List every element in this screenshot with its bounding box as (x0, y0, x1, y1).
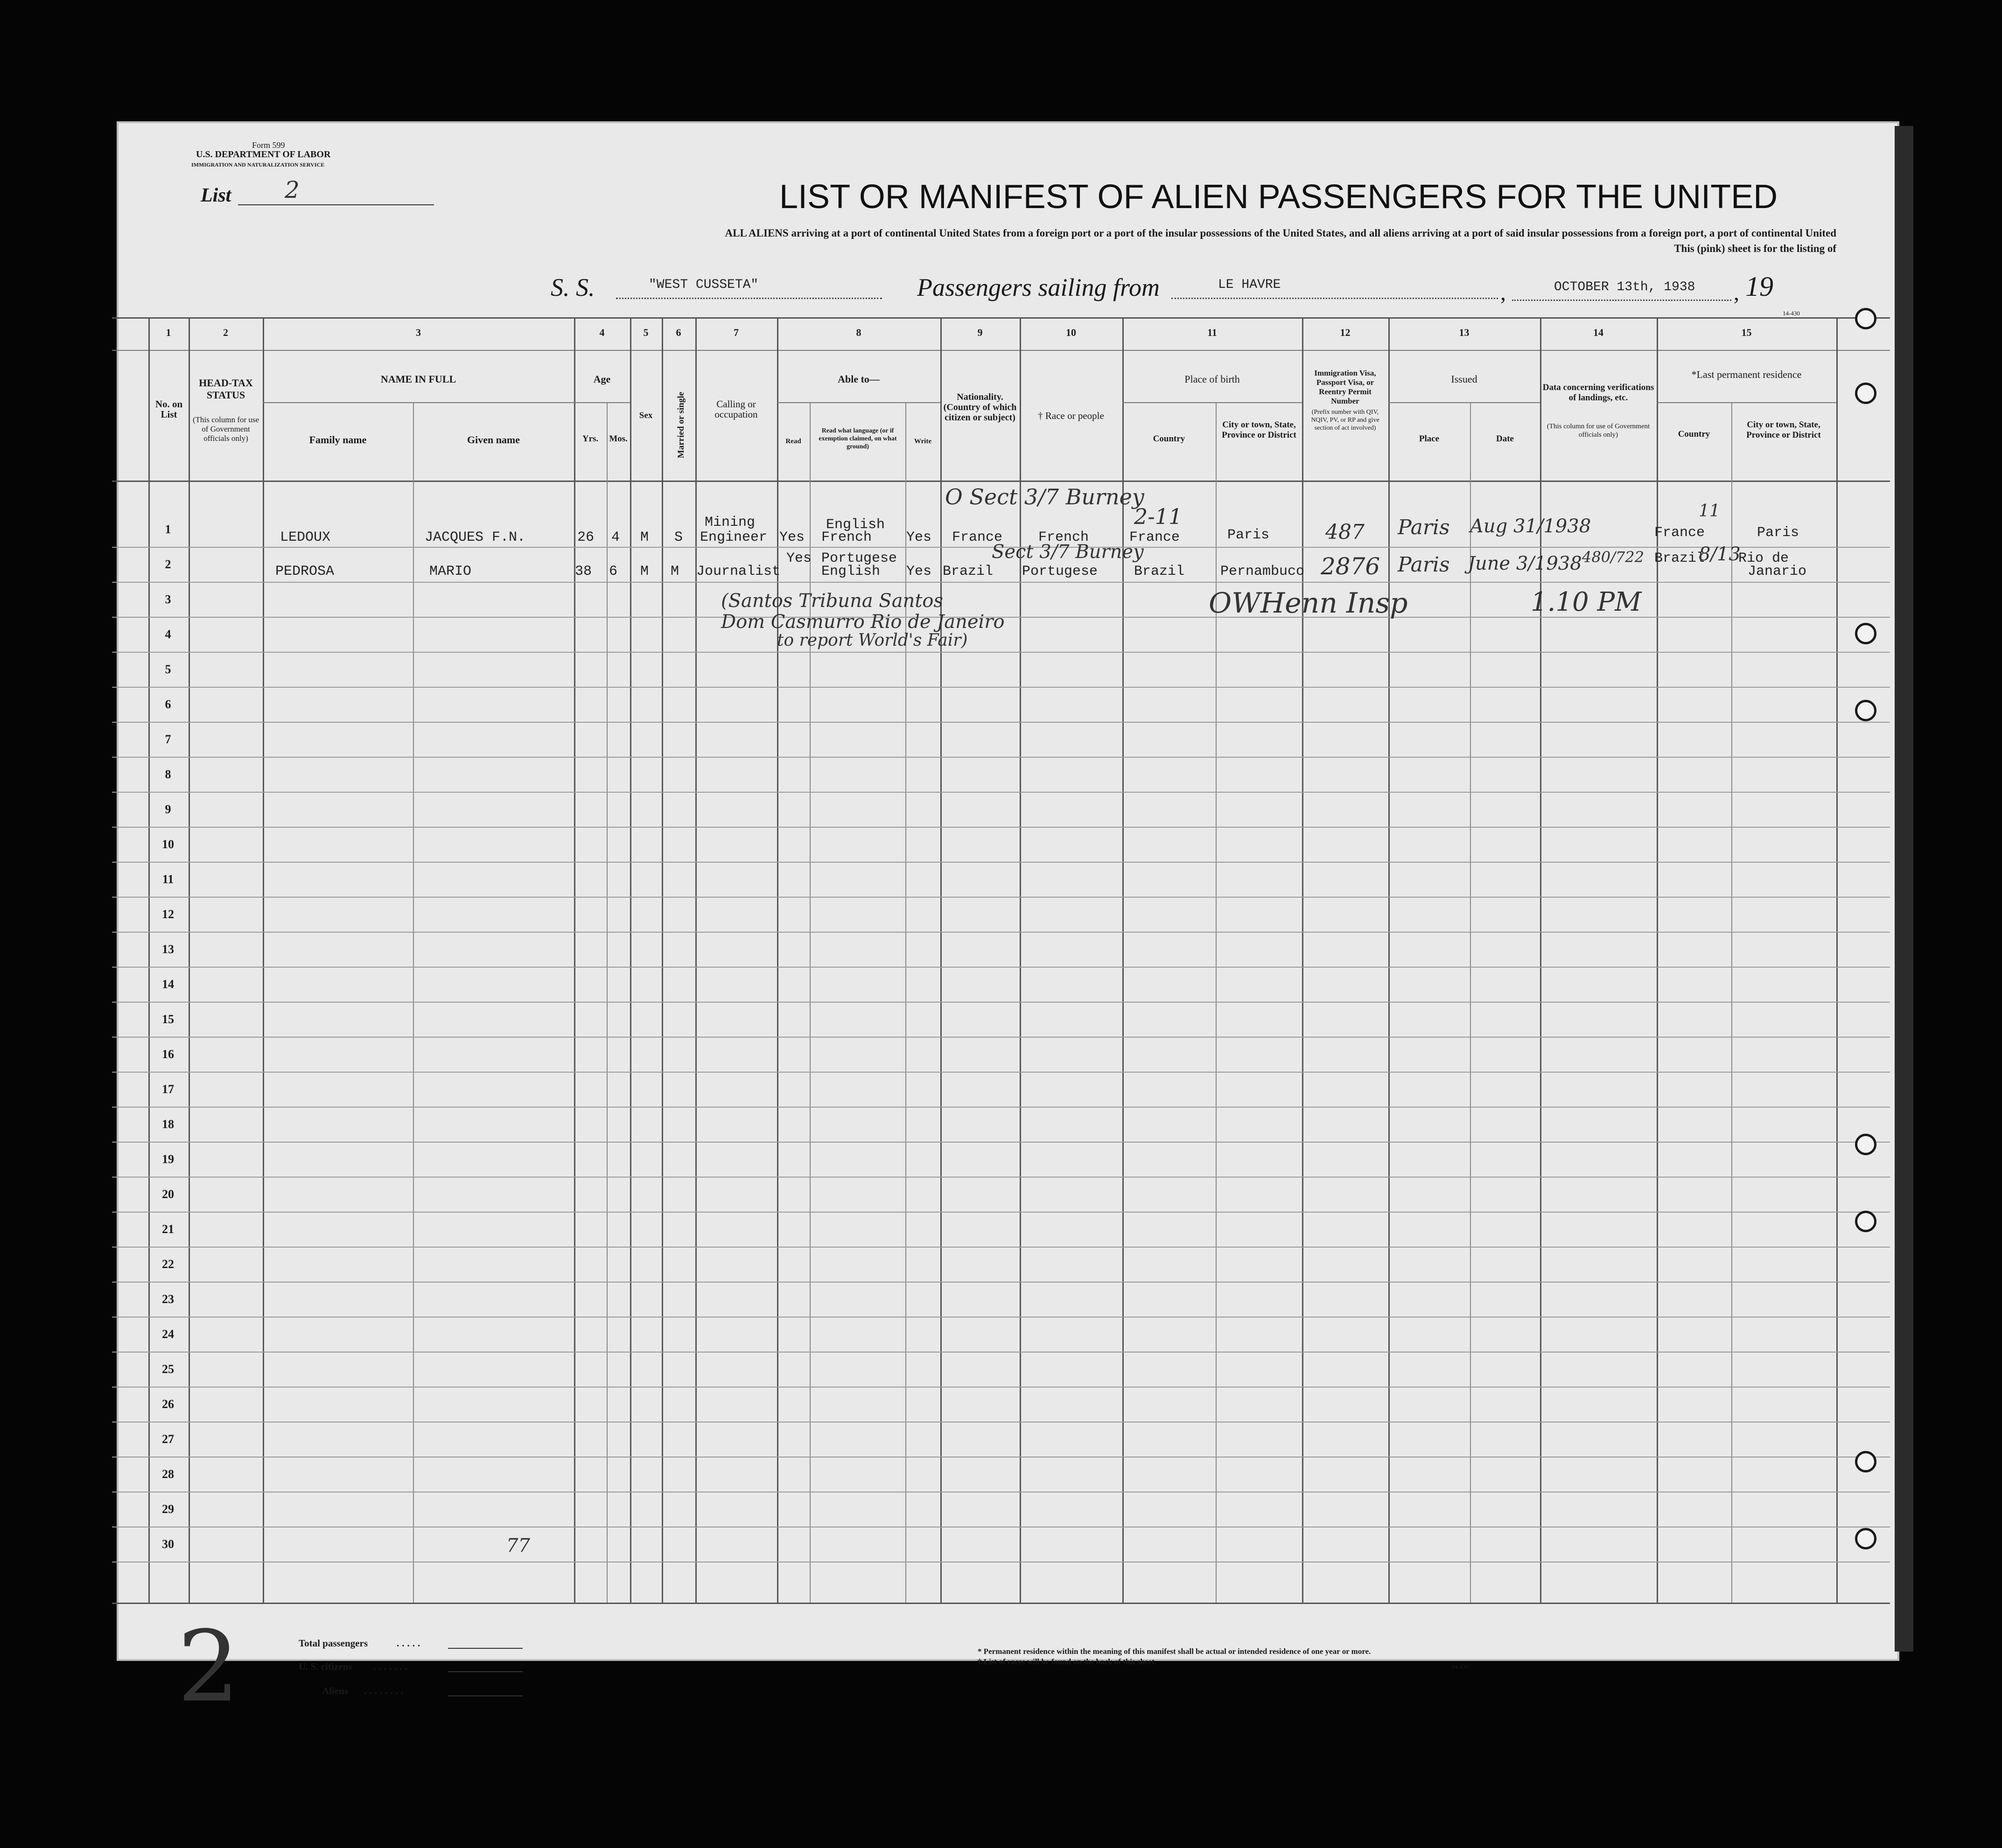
col-number: 4 (599, 327, 605, 338)
row-number: 5 (165, 662, 171, 676)
p2-res-city-2: Janario (1748, 564, 1807, 579)
annotation-row2-residence: 8/13 (1699, 544, 1741, 565)
row-number: 1 (165, 523, 171, 536)
p1-visa: 487 (1325, 520, 1365, 544)
col-number: 5 (643, 327, 649, 338)
header-write: Write (914, 438, 932, 445)
subtitle-line2: This (pink) sheet is for the listing of (1674, 243, 1836, 254)
list-underline (238, 204, 434, 205)
p1-calling-2: Engineer (700, 530, 768, 545)
header-able-to: Able to— (838, 373, 880, 385)
p2-write: Yes (906, 564, 932, 579)
p1-yrs: 26 (577, 530, 595, 545)
col-number: 1 (166, 327, 171, 338)
row-number: 20 (162, 1187, 174, 1201)
row-number: 21 (162, 1222, 174, 1236)
header-read: Read (785, 438, 801, 445)
col-line (1388, 317, 1390, 1603)
p1-sex: M (640, 530, 649, 545)
p2-pob-country: Brazil (1134, 564, 1185, 579)
header-married: Married or single (676, 391, 686, 459)
col-number: 14 (1593, 327, 1603, 338)
col-line (1836, 317, 1838, 1603)
row-line (112, 1142, 1890, 1143)
inspector-signature: OWHenn Insp (1209, 587, 1408, 620)
header-verifications: Data concerning verifications of landings, etc. (1542, 383, 1654, 403)
row-number: 12 (162, 907, 174, 921)
p2-visa: 2876 (1321, 553, 1380, 580)
p2-mos: 6 (609, 564, 618, 579)
row-line (112, 1247, 1890, 1248)
header-bottom-border (112, 481, 1890, 482)
p1-race: French (1038, 530, 1089, 545)
p1-family-name: LEDOUX (280, 530, 331, 545)
row-line (112, 582, 1890, 583)
p2-family-name: PEDROSA (275, 564, 335, 579)
header-read-language: Read what language (or if exemption claimed, on what ground) (819, 427, 897, 450)
row-number: 30 (162, 1537, 174, 1551)
row-number: 7 (165, 732, 171, 746)
footer-dots: ..... (397, 1638, 423, 1649)
ss-label: S. S. (551, 273, 595, 301)
row-number: 15 (162, 1012, 174, 1026)
footer-aliens: Aliens (322, 1685, 349, 1696)
row-number: 16 (162, 1047, 174, 1061)
p2-yrs: 38 (575, 564, 592, 579)
header-visa-note: (Prefix number with QIV, NQIV, PV, or RP and give section of act involved) (1311, 409, 1379, 432)
comma-separator-2: , (1734, 280, 1739, 305)
row-line (112, 1212, 1890, 1213)
comma-separator: , (1500, 280, 1506, 305)
aliens-line (448, 1695, 523, 1696)
footer-dots: ....... (373, 1661, 410, 1672)
col-line (1122, 317, 1124, 1603)
header-verifications-note: (This column for use of Government officials only) (1547, 423, 1650, 439)
col-line (630, 317, 631, 1603)
col-number: 15 (1741, 327, 1752, 338)
row-number: 18 (162, 1117, 174, 1131)
binder-hole (1855, 1528, 1876, 1549)
header-head-tax-note: (This column for use of Government officials only) (192, 415, 259, 443)
header-race: † Race or people (1038, 410, 1104, 421)
annotation-bottom-mark: 77 (506, 1535, 530, 1556)
header-family-name: Family name (309, 434, 367, 446)
inspection-time: 1.10 PM (1531, 587, 1642, 617)
col-line (1302, 317, 1303, 1603)
annotation-big-number: 2 (177, 1610, 240, 1724)
p2-lang-1: Portugese (821, 551, 897, 566)
col-number: 13 (1459, 327, 1470, 338)
p2-verification: 480/722 (1582, 548, 1644, 566)
header-yrs: Yrs. (582, 434, 599, 444)
header-issued-date: Date (1496, 434, 1514, 444)
total-passengers-line (448, 1648, 523, 1649)
header-given-name: Given name (467, 434, 520, 446)
p1-issued-date: Aug 31/1938 (1470, 516, 1591, 537)
row-line (112, 652, 1890, 653)
list-value: 2 (285, 176, 300, 203)
row-line (112, 932, 1890, 933)
date-underline (1512, 300, 1731, 301)
col-number: 10 (1066, 327, 1076, 338)
p2-nationality: Brazil (943, 564, 994, 579)
binder-hole (1855, 383, 1876, 404)
annotation-calling-row4b: to report World's Fair) (777, 631, 968, 650)
manifest-sheet (117, 121, 1899, 1661)
row-number: 24 (162, 1327, 174, 1341)
footer-form-code: 14-430 (1451, 1663, 1469, 1670)
departure-port: LE HAVRE (1218, 278, 1281, 292)
footer-note-races: † List of races will be found on the back of this sheet. (978, 1657, 1156, 1666)
p1-lang-2: French (821, 530, 872, 545)
header-res-city: City or town, State, Province or District (1746, 420, 1821, 440)
binder-hole (1855, 623, 1876, 644)
department: U.S. DEPARTMENT OF LABOR (196, 149, 331, 160)
row-line (112, 722, 1890, 723)
p2-calling: Journalist (696, 564, 781, 579)
p2-sex: M (640, 564, 649, 579)
row-line (112, 897, 1890, 898)
p1-calling-1: Mining (705, 515, 756, 530)
header-age: Age (593, 373, 611, 385)
binder-hole (1855, 1451, 1876, 1472)
annotation-row2-nationality: Sect 3/7 Burney (992, 541, 1144, 563)
header-last-residence: *Last permanent residence (1691, 369, 1802, 380)
subtitle-line1: ALL ALIENS arriving at a port of continental United States from a foreign port or a port of the insular possessions of the United States, and all aliens arriving at a port of said insular possessions from a foreign port, a port of continental United (725, 227, 1836, 239)
row-number: 23 (162, 1292, 174, 1306)
pob-subheader-line (1122, 402, 1302, 403)
p1-given-name: JACQUES F.N. (425, 530, 526, 545)
us-citizens-line (448, 1671, 523, 1672)
p2-res-city-1: Rio de (1738, 551, 1789, 566)
page-title: LIST OR MANIFEST OF ALIEN PASSENGERS FOR THE UNITED (779, 178, 1778, 216)
header-name-in-full: NAME IN FULL (380, 373, 456, 385)
annotation-calling-row4: Dom Casmurro Rio de Janeiro (721, 611, 1005, 633)
p2-given-name: MARIO (429, 564, 472, 579)
header-no-on-list: No. on List (155, 398, 183, 420)
p2-pob-city: Pernambuco (1220, 564, 1305, 579)
col-number: 2 (223, 327, 228, 338)
header-calling: Calling or occupation (714, 398, 758, 420)
service: IMMIGRATION AND NATURALIZATION SERVICE (191, 161, 325, 168)
binder-hole (1855, 1134, 1876, 1155)
row-line (112, 1387, 1890, 1388)
footer-us-citizens: U. S. citizens (299, 1661, 352, 1672)
col-line (1020, 317, 1021, 1603)
row-line (112, 1072, 1890, 1073)
col-line (1540, 317, 1541, 1603)
annotation-row1-nationality: O Sect 3/7 Burney (945, 484, 1144, 509)
table-bottom-border (112, 1603, 1890, 1604)
row-number: 4 (165, 628, 171, 641)
p1-write: Yes (906, 530, 932, 545)
p1-mos: 4 (611, 530, 620, 545)
col-line (777, 317, 778, 1603)
row-number: 17 (162, 1082, 174, 1096)
header-place-of-birth: Place of birth (1184, 373, 1240, 385)
row-line (112, 862, 1890, 863)
name-subheader-line (263, 402, 574, 403)
row-line (112, 967, 1890, 968)
p1-married: S (674, 530, 683, 545)
binder-hole (1855, 308, 1876, 329)
p2-married: M (671, 564, 679, 579)
row-line (112, 1002, 1890, 1003)
col-line (189, 317, 190, 1603)
p1-read: Yes (779, 530, 805, 545)
row-line (112, 687, 1890, 688)
row-number: 14 (162, 977, 174, 991)
row-number: 26 (162, 1397, 174, 1411)
footer-total-passengers: Total passengers (299, 1638, 368, 1649)
col-number: 7 (734, 327, 739, 338)
form-code-top: 14-430 (1783, 310, 1800, 317)
col-line (1657, 317, 1658, 1603)
col-number: 12 (1340, 327, 1351, 338)
header-issued-place: Place (1419, 434, 1440, 444)
col-line (148, 317, 150, 1603)
ship-name: "WEST CUSSETA" (649, 278, 759, 292)
header-res-country: Country (1678, 429, 1710, 439)
p2-lang-2: English (821, 564, 881, 579)
row-number: 29 (162, 1502, 174, 1516)
row-number: 25 (162, 1362, 174, 1376)
p1-res-country: France (1654, 525, 1705, 541)
p1-pob-city: Paris (1227, 527, 1270, 543)
row-line (112, 1282, 1890, 1283)
row-number: 22 (162, 1257, 174, 1271)
ship-underline (616, 298, 882, 299)
col-number: 9 (977, 327, 983, 338)
p1-issued-place: Paris (1398, 516, 1450, 539)
row-number: 6 (165, 697, 171, 711)
footer-note-residence: * Permanent residence within the meaning of this manifest shall be actual or intended residence of one year or more. (978, 1647, 1371, 1656)
sailing-date: OCTOBER 13th, 1938 (1554, 280, 1695, 294)
colnum-divider (112, 350, 1890, 351)
p1-pob-country: France (1129, 530, 1180, 545)
col-number: 11 (1207, 327, 1217, 338)
header-sex: Sex (639, 411, 653, 420)
form-number: Form 599 (252, 140, 285, 150)
port-underline (1171, 298, 1498, 299)
col-line (263, 317, 264, 1603)
header-mos: Mos. (609, 434, 628, 444)
p2-issued-date: June 3/1938 (1468, 553, 1582, 574)
row-number: 19 (162, 1152, 174, 1166)
p2-issued-place: Paris (1398, 553, 1450, 577)
binder-hole (1855, 700, 1876, 721)
row-line (112, 1352, 1890, 1353)
res-subheader-line (1657, 402, 1836, 403)
row-number: 11 (162, 872, 174, 886)
row-number: 3 (165, 593, 171, 606)
sheet-edge (1895, 126, 1913, 1652)
p1-res-city: Paris (1757, 525, 1799, 541)
able-subheader-line (777, 402, 940, 403)
col-line (940, 317, 942, 1603)
col-line (662, 317, 663, 1603)
row-number: 10 (162, 837, 174, 851)
age-subheader-line (574, 402, 630, 403)
row-line (112, 827, 1890, 828)
table-top-border (112, 317, 1890, 319)
list-label: List (201, 185, 231, 206)
header-nationality: Nationality. (Country of which citizen or subject) (943, 392, 1017, 423)
footer-dots: ........ (364, 1685, 406, 1696)
annotation-row1-pob: 2-11 (1134, 504, 1183, 529)
issued-subheader-line (1388, 402, 1540, 403)
row-number: 2 (165, 558, 171, 571)
p2-res-country: Brazil (1654, 551, 1705, 566)
col-line (574, 317, 575, 1603)
row-number: 13 (162, 942, 174, 956)
row-number: 28 (162, 1467, 174, 1481)
col-number: 6 (676, 327, 681, 338)
sailing-label: Passengers sailing from (917, 273, 1160, 301)
row-line (112, 1177, 1890, 1178)
row-line (112, 792, 1890, 793)
p1-nationality: France (952, 530, 1003, 545)
col-number: 8 (856, 327, 861, 338)
row-number: 27 (162, 1432, 174, 1446)
header-visa: Immigration Visa, Passport Visa, or Reentry Permit Number (1314, 369, 1376, 405)
header-issued: Issued (1451, 373, 1477, 385)
p1-lang-1: English (826, 517, 885, 533)
row-number: 8 (165, 767, 171, 781)
annotation-calling-row3: (Santos Tribuna Santos (721, 590, 943, 612)
header-pob-city: City or town, State, Province or District (1222, 420, 1296, 440)
row-line (112, 757, 1890, 758)
row-line (112, 1037, 1890, 1038)
row-line (112, 1107, 1890, 1108)
col-line (695, 317, 697, 1603)
binder-hole (1855, 1211, 1876, 1232)
row-line (112, 1422, 1890, 1423)
year-label: 19 (1745, 271, 1773, 302)
row-number: 9 (165, 802, 171, 816)
col-number: 3 (416, 327, 421, 338)
header-head-tax: HEAD-TAX STATUS (199, 377, 253, 401)
annotation-row1-residence: 11 (1699, 502, 1720, 521)
header-pob-country: Country (1153, 434, 1185, 444)
p2-race: Portugese (1022, 564, 1098, 579)
row-line (112, 1317, 1890, 1318)
p2-read: Yes (786, 551, 812, 566)
